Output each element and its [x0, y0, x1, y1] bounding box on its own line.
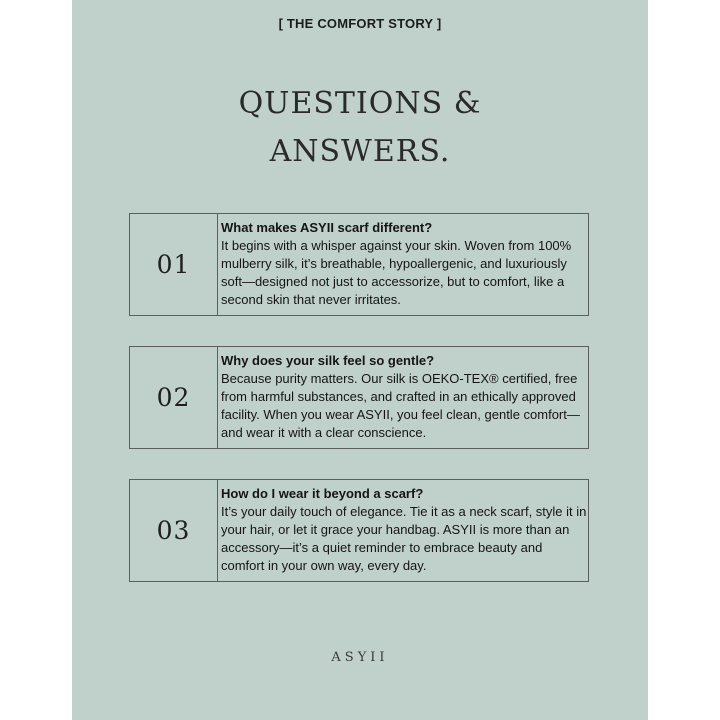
page-title [72, 80, 648, 176]
faq-question: Why does your silk feel so gentle? [221, 353, 435, 368]
section-eyebrow: [ THE COMFORT STORY ] [278, 16, 442, 31]
faq-content [218, 480, 588, 581]
faq-content [218, 214, 588, 315]
faq-question: How do I wear it beyond a scarf? [221, 486, 424, 501]
faq-question: What makes ASYII scarf different? [221, 220, 433, 235]
title-line-1: QUESTIONS & [238, 86, 482, 121]
faq-answer: Because purity matters. Our silk is OEKO-TEX® certified, free from harmful substances, and crafted in an ethically approved facility. When you wear ASYII, you feel clean, gentle comfort—and wear it with a clear conscience. [221, 371, 580, 440]
faq-answer: It begins with a whisper against your skin. Woven from 100% mulberry silk, it’s breathable, hypoallergenic, and luxuriously soft—designed not just to accessorize, but to comfort, like a second skin that never irritates. [221, 238, 572, 307]
faq-content [218, 347, 588, 448]
faq-answer: It’s your daily touch of elegance. Tie it as a neck scarf, style it in your hair, or let it grace your handbag. ASYII is more than an accessory—it’s a quiet reminder to embrace beauty and comfort in your own way, every day. [221, 504, 587, 573]
faq-number: 03 [130, 480, 218, 581]
faq-card-1 [129, 213, 589, 316]
faq-number: 02 [130, 347, 218, 448]
faq-card-2 [129, 346, 589, 449]
faq-card-3 [129, 479, 589, 582]
brand-wordmark: ASYII [331, 650, 389, 665]
faq-number: 01 [130, 214, 218, 315]
title-line-2: ANSWERS. [269, 134, 451, 169]
story-panel [72, 0, 648, 720]
